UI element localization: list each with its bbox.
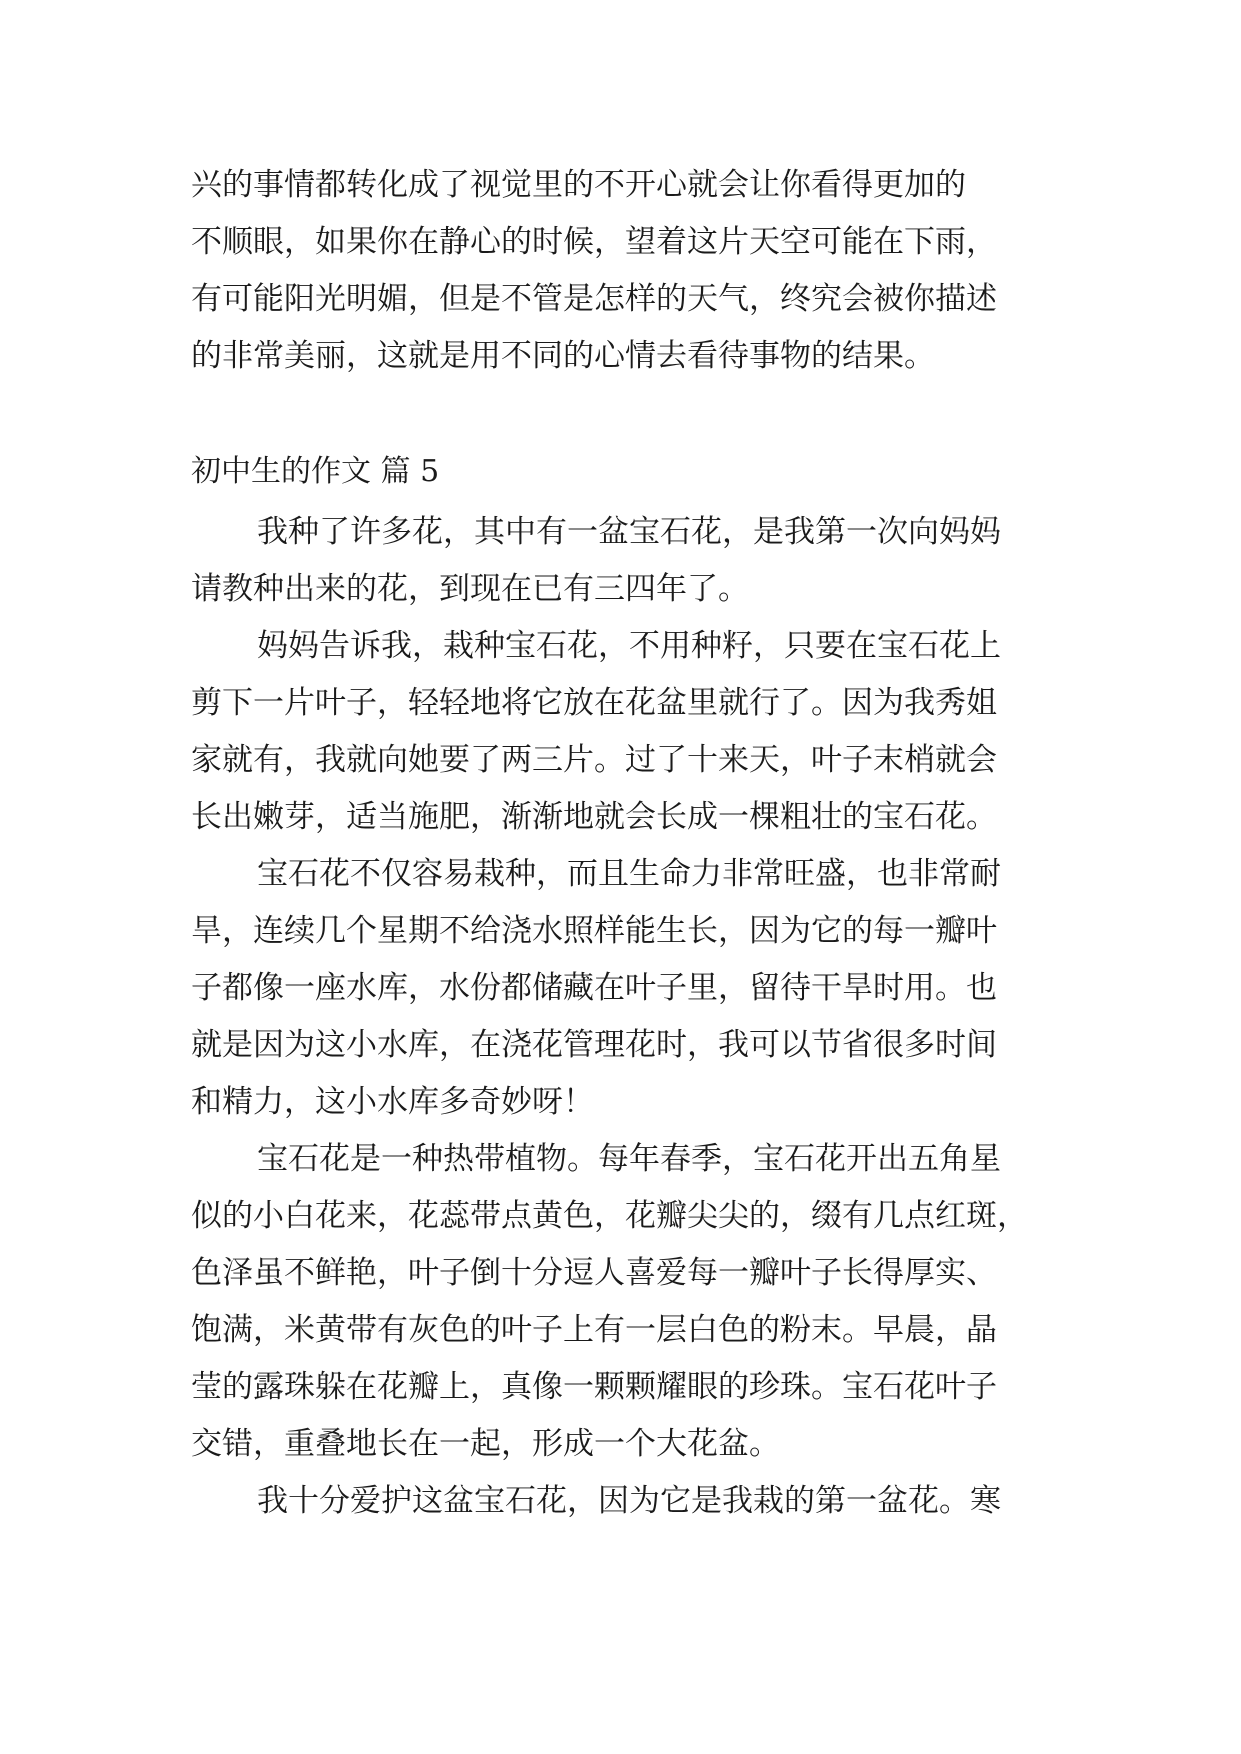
text-line: 色泽虽不鲜艳，叶子倒十分逗人喜爱每一瓣叶子长得厚实、 bbox=[191, 1255, 997, 1291]
paragraph-first-line: 我十分爱护这盆宝石花，因为它是我栽的第一盆花。寒 bbox=[257, 1483, 1001, 1519]
text-line: 的非常美丽，这就是用不同的心情去看待事物的结果。 bbox=[191, 338, 935, 374]
text-line: 似的小白花来，花蕊带点黄色，花瓣尖尖的，缀有几点红斑， bbox=[191, 1198, 1028, 1234]
text-line: 长出嫩芽，适当施肥，渐渐地就会长成一棵粗壮的宝石花。 bbox=[191, 799, 997, 835]
text-line: 子都像一座水库，水份都储藏在叶子里，留待干旱时用。也 bbox=[191, 970, 997, 1006]
text-line: 不顺眼，如果你在静心的时候，望着这片天空可能在下雨， bbox=[191, 224, 997, 260]
paragraph-first-line: 妈妈告诉我，栽种宝石花，不用种籽，只要在宝石花上 bbox=[257, 628, 1001, 664]
text-line: 家就有，我就向她要了两三片。过了十来天，叶子末梢就会 bbox=[191, 742, 997, 778]
paragraph-first-line: 我种了许多花，其中有一盆宝石花，是我第一次向妈妈 bbox=[257, 514, 1001, 550]
text-line: 剪下一片叶子，轻轻地将它放在花盆里就行了。因为我秀姐 bbox=[191, 685, 997, 721]
text-line: 就是因为这小水库，在浇花管理花时，我可以节省很多时间 bbox=[191, 1027, 997, 1063]
text-line: 有可能阳光明媚，但是不管是怎样的天气，终究会被你描述 bbox=[191, 281, 997, 317]
paragraph-first-line: 宝石花不仅容易栽种，而且生命力非常旺盛，也非常耐 bbox=[257, 856, 1001, 892]
text-line: 兴的事情都转化成了视觉里的不开心就会让你看得更加的 bbox=[191, 167, 966, 203]
paragraph-first-line: 宝石花是一种热带植物。每年春季，宝石花开出五角星 bbox=[257, 1141, 1001, 1177]
text-line: 饱满，米黄带有灰色的叶子上有一层白色的粉末。早晨，晶 bbox=[191, 1312, 997, 1348]
text-line: 和精力，这小水库多奇妙呀！ bbox=[191, 1084, 594, 1120]
text-line: 旱，连续几个星期不给浇水照样能生长，因为它的每一瓣叶 bbox=[191, 913, 997, 949]
text-line: 莹的露珠躲在花瓣上，真像一颗颗耀眼的珍珠。宝石花叶子 bbox=[191, 1369, 997, 1405]
text-line: 交错，重叠地长在一起，形成一个大花盆。 bbox=[191, 1426, 780, 1462]
section-title: 初中生的作文 篇 5 bbox=[191, 454, 440, 489]
text-line: 请教种出来的花，到现在已有三四年了。 bbox=[191, 571, 749, 607]
